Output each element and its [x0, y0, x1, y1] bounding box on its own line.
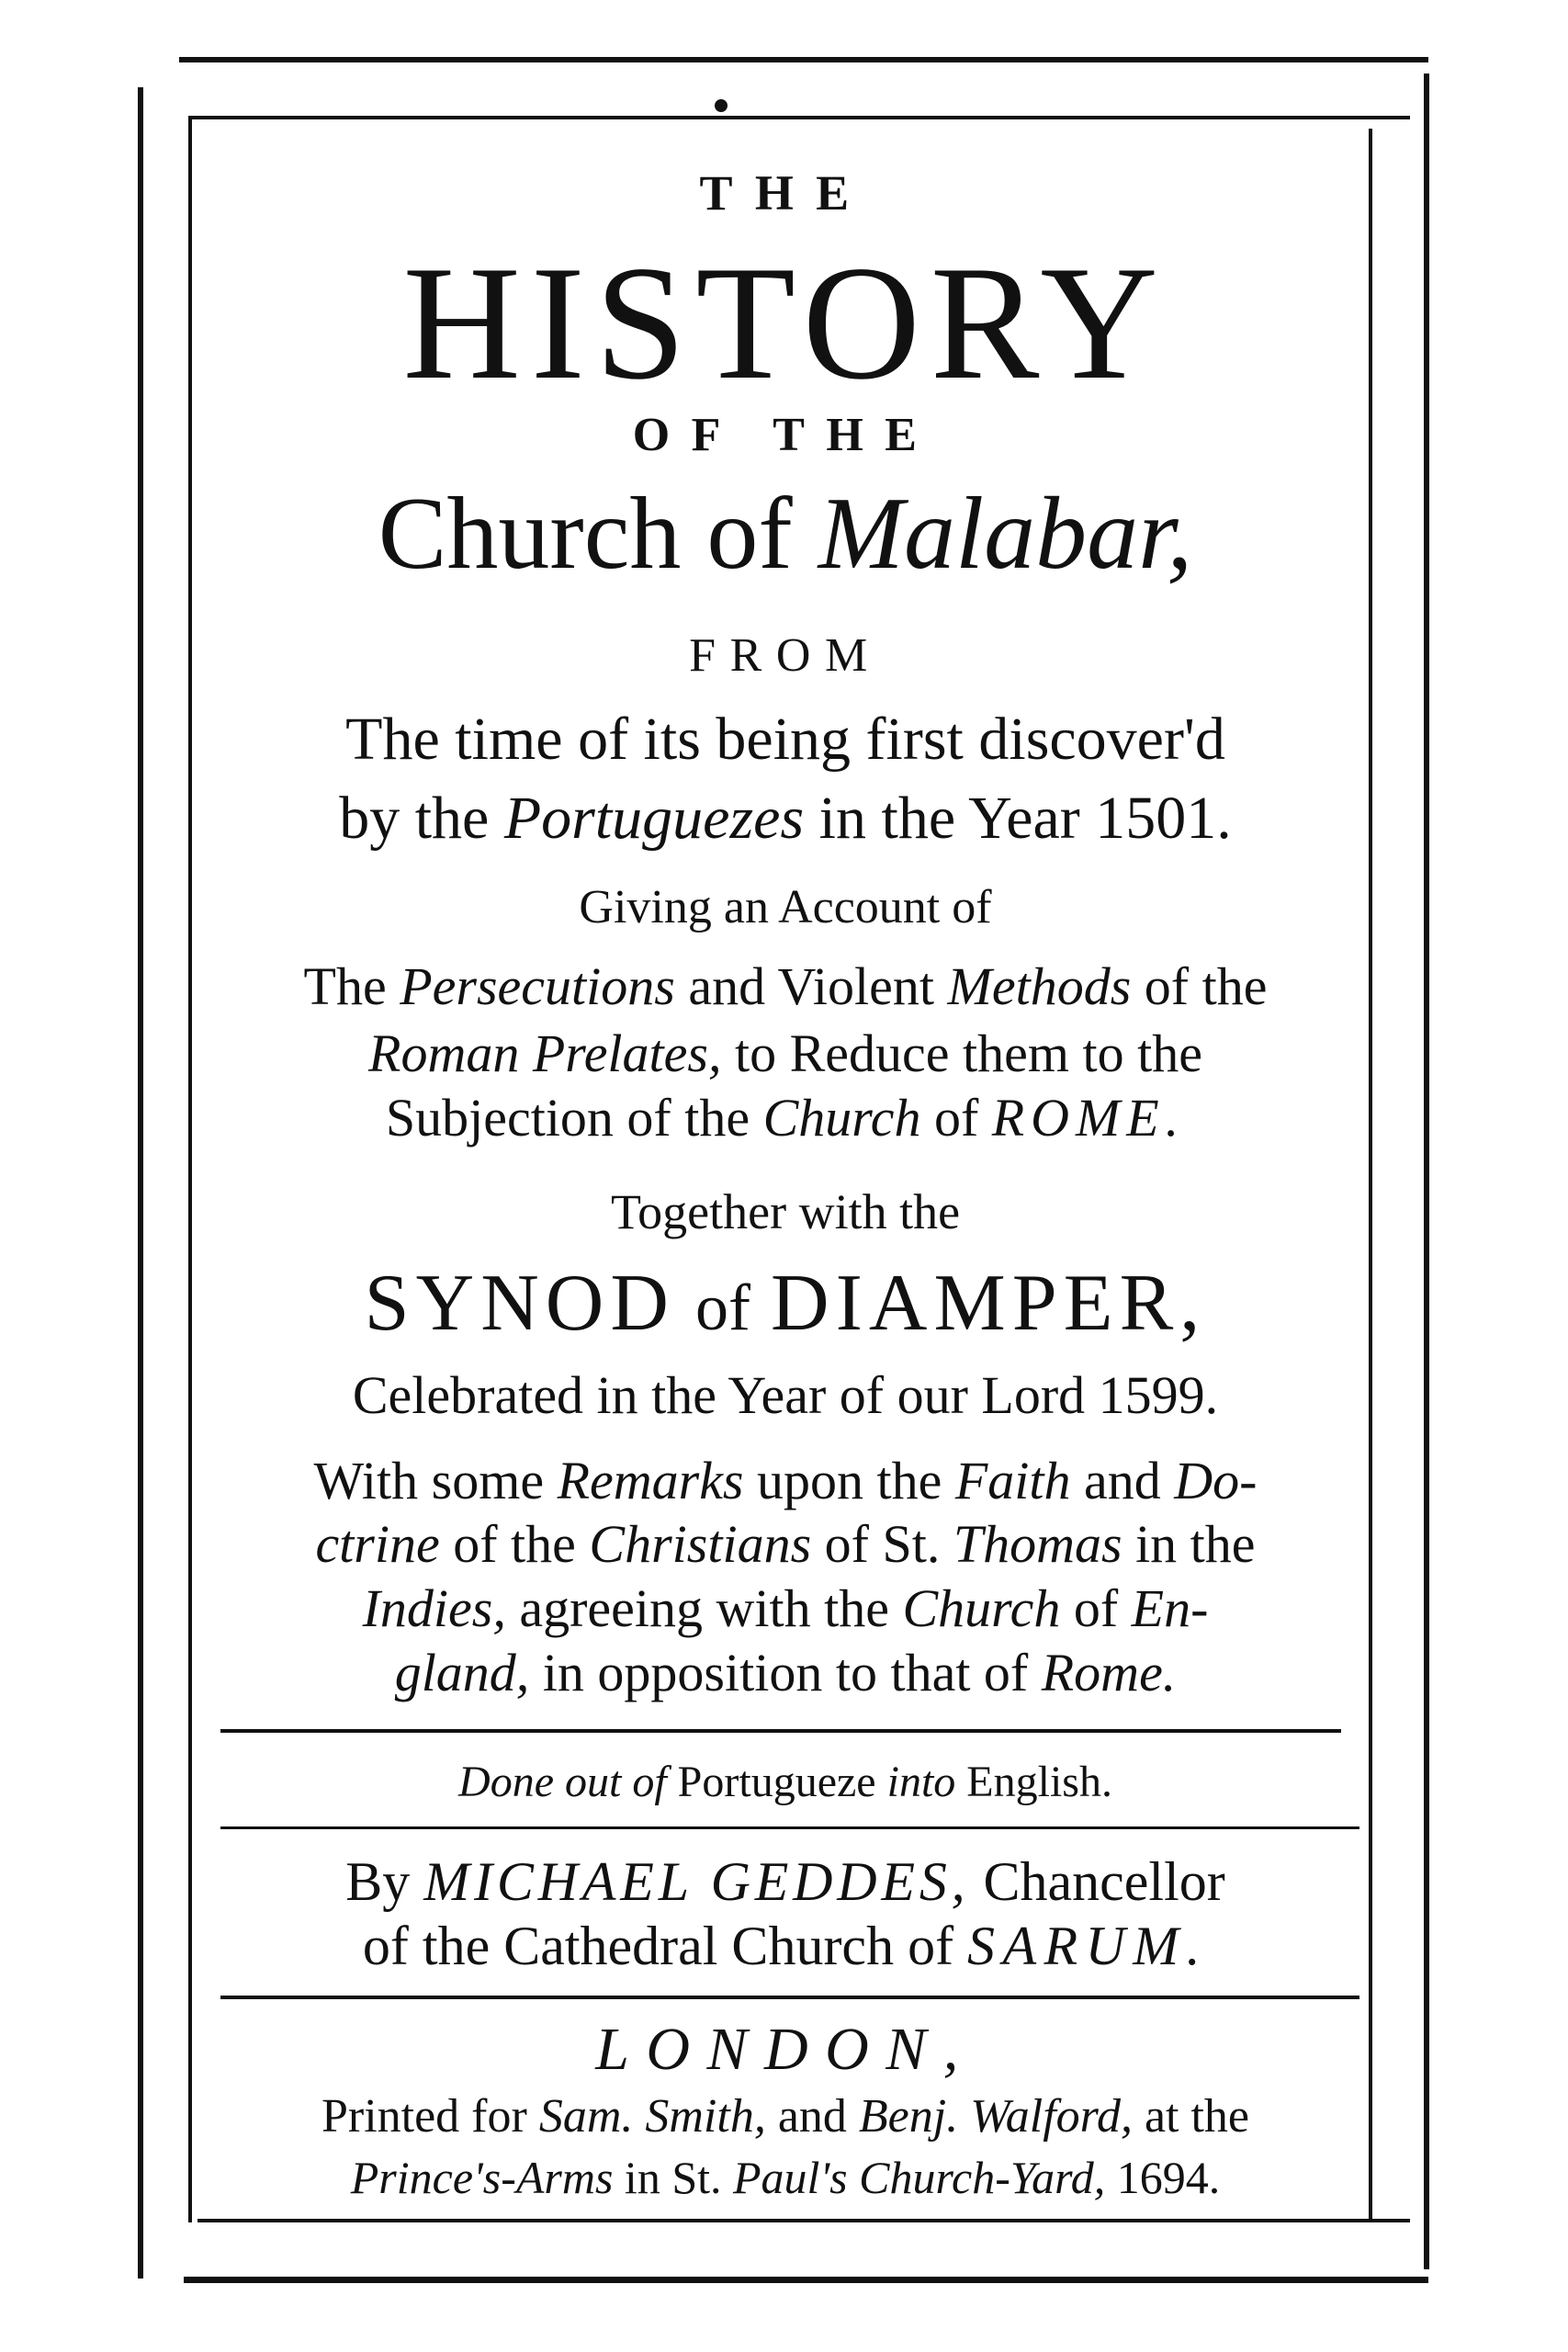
synod: SYNOD [364, 1259, 675, 1348]
title-church-of-malabar [193, 477, 1378, 591]
of-the: of the [453, 1514, 576, 1574]
by-the: by the [339, 785, 490, 852]
portuguezes: Portuguezes [503, 785, 805, 852]
sam-smith: Sam. Smith, [538, 2090, 766, 2143]
inner-border-top [188, 116, 1410, 119]
benj-walford: Benj. Walford, [858, 2090, 1133, 2143]
remarks-line-1 [193, 1451, 1378, 1510]
malabar: Malabar, [818, 477, 1193, 591]
discovery-line-1: The time of its being first discover'd [345, 706, 1225, 773]
and-violent: and Violent [688, 956, 935, 1016]
outer-border-top [179, 57, 1428, 62]
sarum: SARUM. [967, 1916, 1209, 1976]
of: of [1073, 1578, 1119, 1638]
done-out-of [193, 1760, 1378, 1804]
princes-arms-line [193, 2152, 1378, 2203]
english: English. [966, 1758, 1112, 1806]
outer-border-left [138, 87, 143, 2278]
roman-prelates: Roman Prelates, [368, 1023, 722, 1083]
chancellor: Chancellor [983, 1851, 1225, 1912]
year-1501: in the Year 1501. [818, 785, 1232, 852]
title-of-the: OF THE [632, 409, 939, 461]
celebrated-line: Celebrated in the Year of our Lord 1599. [352, 1365, 1219, 1425]
divider-3 [220, 1996, 1359, 1999]
portugueze: Portugueze [677, 1758, 876, 1806]
the: The [303, 956, 387, 1016]
inner-border-left [188, 116, 192, 2222]
year-1694: 1694. [1116, 2152, 1221, 2203]
remarks-line-3 [193, 1578, 1378, 1638]
author-name: MICHAEL GEDDES, [423, 1851, 970, 1912]
subjection-line [193, 1088, 1378, 1148]
diamper: DIAMPER, [770, 1259, 1207, 1348]
and: and [777, 2090, 847, 2143]
indies: Indies, [362, 1578, 506, 1638]
together-with: Together with the [610, 1184, 961, 1239]
church-of: Church of [378, 477, 793, 591]
discovery-line-2 [193, 785, 1378, 852]
upon-the: upon the [757, 1451, 942, 1510]
giving-account: Giving an Account of [579, 881, 992, 933]
divider-1 [220, 1729, 1341, 1733]
with-some: With some [313, 1451, 545, 1510]
gland: gland, [394, 1643, 530, 1702]
of: of [933, 1088, 979, 1148]
agreeing-with-the: agreeing with the [519, 1578, 889, 1638]
persecutions: Persecutions [400, 956, 675, 1016]
inner-border-bottom [197, 2219, 1410, 2222]
remarks-line-2 [193, 1514, 1378, 1574]
persecutions-line [193, 956, 1378, 1016]
cathedral-church: of the Cathedral Church of [362, 1916, 954, 1976]
in-st: in St. [624, 2152, 722, 2203]
and: and [1084, 1451, 1161, 1510]
ctrine: ctrine [315, 1514, 440, 1574]
princes-arms: Prince's-Arms [350, 2152, 614, 2203]
of-st: of St. [824, 1514, 941, 1574]
in-the: in the [1135, 1514, 1256, 1574]
outer-border-bottom [184, 2277, 1428, 2283]
london-text: LONDON, [595, 2016, 976, 2083]
rome: Rome. [1041, 1643, 1177, 1702]
faith: Faith [954, 1451, 1071, 1510]
en: En- [1131, 1578, 1209, 1638]
divider-2 [220, 1826, 1359, 1829]
london [193, 2016, 1378, 2083]
rome: ROME. [991, 1088, 1186, 1148]
thomas: Thomas [953, 1514, 1122, 1574]
cathedral-line [193, 1916, 1378, 1976]
synod-of-diamper [193, 1259, 1378, 1348]
title-from: FROM [689, 629, 882, 682]
christians: Christians [589, 1514, 812, 1574]
outer-border-right [1424, 74, 1429, 2269]
author-line [193, 1851, 1378, 1912]
top-ornament-dot [715, 99, 728, 112]
printed-for-line [193, 2090, 1378, 2143]
remarks-line-4 [193, 1643, 1378, 1702]
remarks: Remarks [557, 1451, 744, 1510]
church: Church [902, 1578, 1061, 1638]
title-history: HISTORY [402, 232, 1168, 413]
subjection: Subjection of the [385, 1088, 750, 1148]
of: of [695, 1271, 750, 1344]
methods: Methods [947, 956, 1132, 1016]
into: into [886, 1758, 956, 1806]
to-reduce: to Reduce them to the [734, 1023, 1202, 1083]
roman-prelates-line [193, 1023, 1378, 1083]
pauls-church-yard: Paul's Church-Yard, [733, 2152, 1106, 2203]
done-out-of: Done out of [458, 1758, 667, 1806]
by: By [345, 1851, 411, 1912]
at-the: at the [1144, 2090, 1250, 2143]
title-the: THE [699, 165, 872, 220]
of-the: of the [1144, 956, 1268, 1016]
do: Do- [1174, 1451, 1258, 1510]
in-opposition: in opposition to that of [542, 1643, 1029, 1702]
printed-for: Printed for [321, 2090, 527, 2143]
church: Church [762, 1088, 921, 1148]
